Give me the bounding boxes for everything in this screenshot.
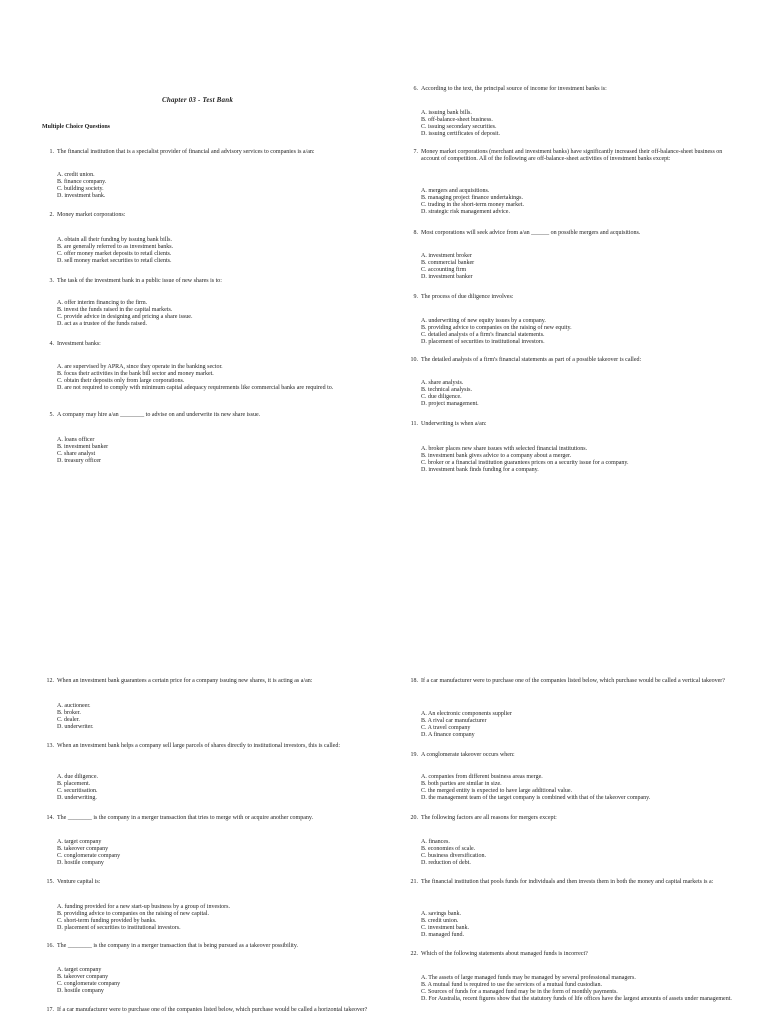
question-1-options [42,172,106,200]
option: B. commercial banker [421,260,475,266]
option: B. finance company. [57,179,107,185]
question-1: 1. The financial institution that is a specialist provider of financial and advisory services to companies is a/an: [49,149,315,155]
question-19-options [406,774,761,802]
question-15-options [42,904,230,932]
question-22: 22. Which of the following statements about managed funds is incorrect? [410,951,588,957]
option: C. business diversification. [421,853,486,859]
question-18-options [406,711,512,739]
question-19: 19. A conglomerate takeover occurs when: [410,752,515,758]
option: A. An electronic components supplier [421,711,512,717]
option: D. hostile company [57,988,104,994]
option: B. providing advice to companies on the raising of new equity. [421,325,572,331]
question-5: 5. A company may hire a/an ________ to advise on and underwrite its new share issue. [49,412,261,418]
option: B. takeover company [57,846,109,852]
question-22-options [406,975,746,1003]
option: D. managed fund. [421,932,464,938]
question-10-options [406,380,479,408]
question-18: 18. If a car manufacturer were to purchase one of the companies listed below, which purchase would be called a vertical takeover? [410,678,725,684]
option: A. companies from different business areas merge. [421,774,543,780]
option: C. building society. [57,186,104,192]
question-2: 2. Money market corporations: [49,212,126,218]
option: D. investment bank finds funding for a company. [421,467,539,473]
option: A. target company [57,839,102,845]
option: A. due diligence. [57,774,98,780]
option: A. savings bank. [421,911,461,917]
question-3: 3. The task of the investment bank in a public issue of new shares is to: [49,278,222,284]
question-10: 10. The detailed analysis of a firm's financial statements as part of a possible takeover is called: [410,357,642,363]
option: B. A rival car manufacturer [421,718,487,724]
option: D. issuing certificates of deposit. [421,131,500,137]
question-21-options [406,911,469,939]
question-9-options [406,318,572,346]
document-title: Chapter 03 - Test Bank [162,96,234,104]
question-9: 9. The process of due diligence involves: [413,294,514,300]
question-15: 15. Venture capital is: [46,879,101,885]
option: D. placement of securities to institutional investors. [57,925,181,931]
option: A. obtain all their funding by issuing bank bills. [57,237,172,243]
option: B. credit union. [421,918,459,924]
question-8: 8. Most corporations will seek advice from a/an ______ on possible mergers and acquisitions. [413,230,641,236]
question-16: 16. The ________ is the company in a merger transaction that is being pursued as a takeover possibility. [46,943,298,949]
option: A. mergers and acquisitions. [421,188,490,194]
option: D. hostile company [57,860,104,866]
option: D. treasury officer [57,458,102,464]
option: B. are generally referred to as investment banks. [57,244,174,250]
option: A. offer interim financing to the firm. [57,300,148,306]
option: C. investment bank. [421,925,469,931]
option: B. economies of scale. [421,846,476,852]
question-14: 14. The ________ is the company in a merger transaction that tries to merge with or acquire another company. [46,815,313,821]
option: B. off-balance-sheet business. [421,117,493,123]
option: C. accounting firm [421,267,467,273]
option: D. placement of securities to institutional investors. [421,339,545,345]
question-6-options [406,110,500,138]
question-12: 12. When an investment bank guarantees a certain price for a company issuing new shares, it is acting as a/an: [46,678,313,684]
option: C. detailed analysis of a firm's financial statements. [421,332,545,338]
option: B. placement. [57,781,91,787]
page-2 [0,512,768,1024]
option: B. providing advice to companies on the raising of new capital. [57,911,209,917]
option: A. loans officer [57,437,95,443]
question-3-options [42,300,192,328]
option: D. investment bank. [57,193,106,199]
question-11-options [406,446,761,474]
option: D. A finance company [421,732,475,738]
option: C. broker or a financial institution guarantees prices on a security issue for a company. [421,460,629,466]
option: C. provide advice in designing and pricing a share issue. [57,314,193,320]
option: C. conglomerate company [57,853,121,859]
section-heading: Multiple Choice Questions [42,124,111,130]
option: C. A travel company [421,725,471,731]
question-7-options [406,188,524,216]
question-6: 6. According to the text, the principal source of income for investment banks is: [413,86,607,92]
question-5-options [42,437,108,465]
option: A. issuing bank bills. [421,110,472,116]
option: C. the merged entity is expected to have large additional value. [421,788,573,794]
option: B. A mutual fund is required to use the services of a mutual fund custodian. [421,982,602,988]
option: D. the management team of the target company is combined with that of the takeover company. [421,795,651,801]
option: D. investment banker [421,274,473,280]
option: D. act as a trustee of the funds raised. [57,321,147,327]
option: A. credit union. [57,172,95,178]
option: A. share analysis. [421,380,464,386]
option: B. managing project finance undertakings. [421,195,523,201]
question-8-options [406,253,474,281]
option: C. offer money market deposits to retail clients. [57,251,172,257]
question-11: 11. Underwriting is when a/an: [410,421,487,427]
question-20: 20. The following factors are all reasons for mergers except: [410,815,557,821]
option: B. takeover company [57,974,109,980]
option: C. share analyst [57,451,96,457]
question-2-options [42,237,173,265]
question-14-options [42,839,120,867]
option: A. are supervised by APRA, since they operate in the banking sector. [57,364,223,370]
option: D. project management. [421,401,479,407]
option: A. The assets of large managed funds may be managed by several professional managers. [421,975,636,981]
option: B. investment bank gives advice to a company about a merger. [421,453,572,459]
option: B. both parties are similar in size. [421,781,502,787]
option: C. conglomerate company [57,981,121,987]
option: D. underwriter. [57,724,94,730]
option: C. obtain their deposits only from large corporations. [57,378,185,384]
question-4-options [42,364,367,392]
option: D. strategic risk management advice. [421,209,510,215]
question-17: 17. If a car manufacturer were to purchase one of the companies listed below, which purchase would be called a horizontal takeover? [46,1007,368,1013]
option: C. short-term funding provided by banks. [57,918,157,924]
option: D. For Australia, recent figures show that the statutory funds of life offices have the largest amounts of assets under management. [421,996,732,1002]
question-21: 21. The financial institution that pools funds for individuals and then invests them in both the money and capital markets is a: [410,879,714,885]
option: A. finances. [421,839,450,845]
question-7: 7. Money market corporations (merchant and investment banks) have significantly increased their off-balance-sheet business on account of competition. All of the following are off-balance-sheet activities of investment banks except: [413,149,723,162]
option: A. underwriting of new equity issues by a company. [421,318,546,324]
option: B. investment banker [57,444,109,450]
option: B. technical analysis. [421,387,472,393]
option: C. trading in the short-term money market. [421,202,524,208]
option: D. are not required to comply with minimum capital adequacy requirements like commercial banks are required to. [57,385,334,391]
question-12-options [42,703,94,731]
question-4: 4. Investment banks: [49,341,101,347]
option: C. securitisation. [57,788,98,794]
question-20-options [406,839,486,867]
option: A. funding provided for a new start-up business by a group of investors. [57,904,230,910]
option: C. Sources of funds for a managed fund may be in the form of monthly payments. [421,989,618,995]
option: C. dealer. [57,717,80,723]
option: B. focus their activities in the bank bill sector and money market. [57,371,214,377]
option: A. target company [57,967,102,973]
option: B. invest the funds raised in the capital markets. [57,307,173,313]
option: D. underwriting. [57,795,97,801]
question-13-options [42,774,98,802]
option: D. sell money market securities to retail clients. [57,258,172,264]
option: A. investment broker [421,253,472,259]
option: C. due diligence. [421,394,462,400]
question-13: 13. When an investment bank helps a company sell large parcels of shares directly to institutional investors, this is called: [46,743,340,749]
option: D. reduction of debt. [421,860,471,866]
option: C. issuing secondary securities. [421,124,497,130]
option: B. broker. [57,710,81,716]
option: A. broker places new share issues with selected financial institutions. [421,446,588,452]
question-16-options [42,967,120,995]
option: A. auctioneer. [57,703,91,709]
